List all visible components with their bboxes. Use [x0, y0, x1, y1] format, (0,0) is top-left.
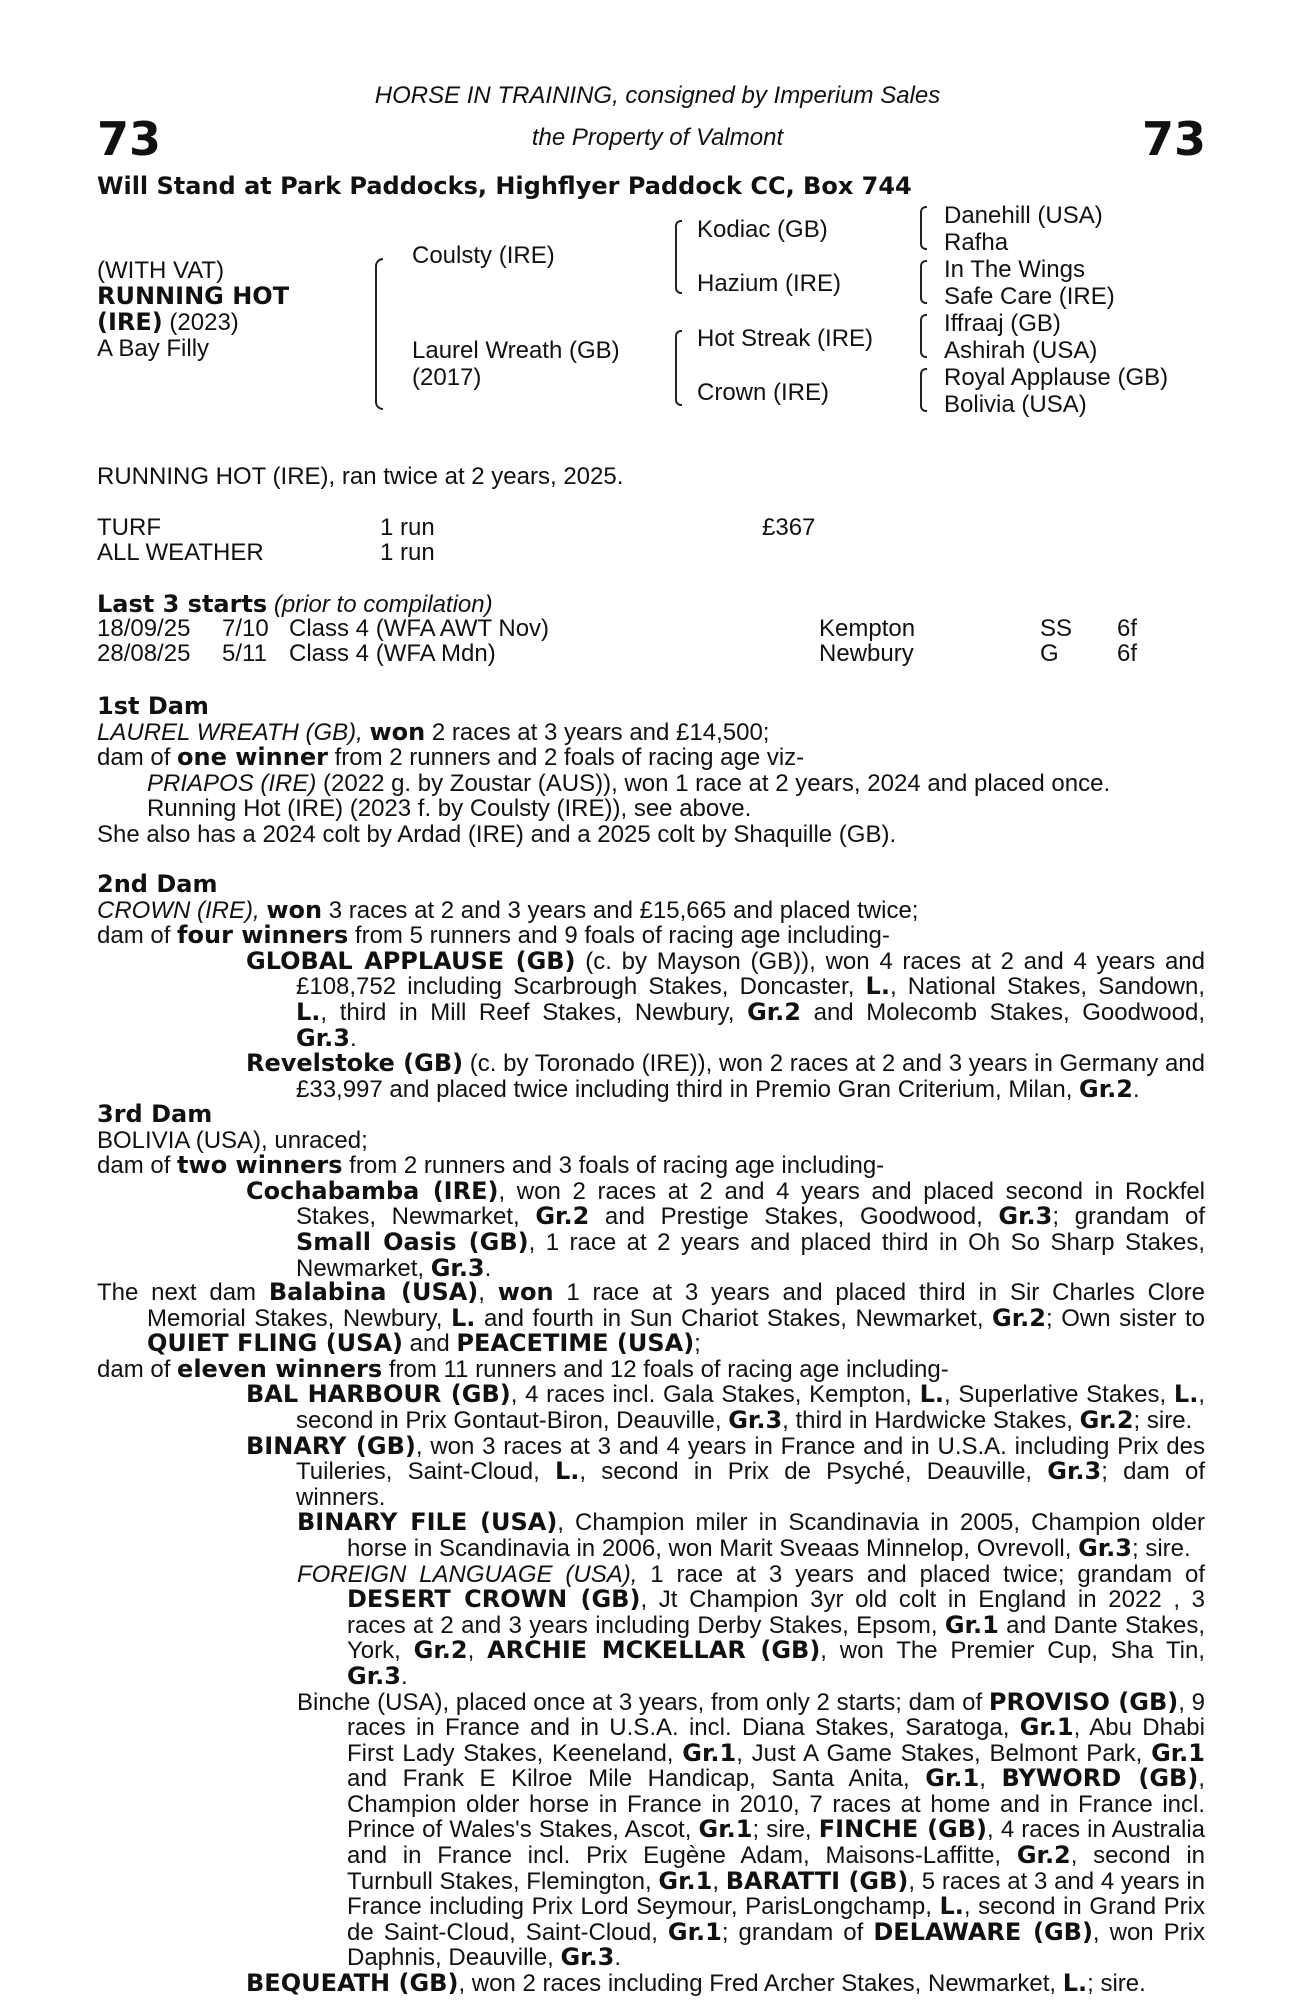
third-dam-progeny-1: Cochabamba (IRE), won 2 races at 2 and 4 years and placed second in Rockfel Stakes, Newmarket, Gr.2 and Prestige Stakes, Goodwood, Gr.3; grandam of Small Oasis (GB), 1 race at 2 years and placed third in Oh So Sharp Stakes, Newmarket, Gr.3.: [246, 1176, 1206, 1282]
start-2-distance: 6f: [1117, 640, 1138, 667]
pedigree-dam-sire: Hot Streak (IRE): [697, 325, 874, 352]
horse-name: RUNNING HOT: [97, 282, 290, 310]
start-2-race: Class 4 (WFA Mdn): [289, 640, 496, 667]
horse-description: A Bay Filly: [97, 335, 210, 362]
pedigree-brace-ds: [920, 314, 927, 358]
lot-number-right: 73: [1142, 112, 1207, 166]
pedigree-dam-dam: Crown (IRE): [697, 379, 830, 406]
start-2-pos: 5/11: [222, 640, 267, 667]
second-dam-line2: dam of four winners from 5 runners and 9 foals of racing age including-: [97, 921, 890, 950]
third-dam-line2: dam of two winners from 2 runners and 3 foals of racing age including-: [97, 1151, 885, 1180]
record-turf-earnings: £367: [762, 514, 816, 541]
pedigree-brace-sd: [920, 260, 927, 304]
racing-summary: RUNNING HOT (IRE), ran twice at 2 years, 2025.: [97, 463, 624, 490]
start-1-pos: 7/10: [222, 615, 269, 642]
pedigree-brace-dd: [920, 368, 927, 412]
start-1-distance: 6f: [1117, 615, 1138, 642]
pedigree-brace-dam: [675, 330, 682, 406]
first-dam-progeny-2: Running Hot (IRE) (2023 f. by Coulsty (IRE)), see above.: [147, 795, 752, 823]
first-dam-progeny-1: PRIAPOS (IRE) (2022 g. by Zoustar (AUS)), won 1 race at 2 years, 2024 and placed once.: [147, 769, 1111, 797]
record-turf-runs: 1 run: [380, 514, 435, 541]
third-dam-line1: BOLIVIA (USA), unraced;: [97, 1126, 368, 1154]
pedigree-sire: Coulsty (IRE): [412, 242, 555, 269]
start-1-race: Class 4 (WFA AWT Nov): [289, 615, 550, 642]
start-2-date: 28/08/25: [97, 640, 191, 667]
second-dam-section: [97, 872, 1205, 1102]
start-2-going: G: [1040, 640, 1059, 667]
first-dam-line2: dam of one winner from 2 runners and 2 foals of racing age viz-: [97, 743, 805, 772]
pedigree-sds: In The Wings: [944, 256, 1085, 283]
third-dam-title: 3rd Dam: [97, 1100, 213, 1128]
next-dam-progeny-binche: Binche (USA), placed once at 3 years, from only 2 starts; dam of PROVISO (GB), 9 races in France and in U.S.A. incl. Diana Stakes, Saratoga, Gr.1, Abu Dhabi First Lady Stakes, Keeneland, Gr.1, Just A Game Stakes, Belmont Park, Gr.1 and Frank E Kilroe Mile Handicap, Santa Anita, Gr.1, BYWORD (GB), Champion older horse in France in 2010, 7 races at home and in France incl. Prince of Wales's Stakes, Ascot, Gr.1; sire, FINCHE (GB), 4 races in Australia and in France incl. Prix Eugène Adam, Maisons-Laffitte, Gr.2, second in Turnbull Stakes, Flemington, Gr.1, BARATTI (GB), 5 races at 3 and 4 years in France including Prix Lord Seymour, ParisLongchamp, L., second in Grand Prix de Saint-Cloud, Saint-Cloud, Gr.1; grandam of DELAWARE (GB), won Prix Daphnis, Deauville, Gr.3.: [297, 1687, 1206, 1972]
record-aw-surface: ALL WEATHER: [97, 539, 264, 566]
start-1-course: Kempton: [819, 615, 916, 642]
record-aw-runs: 1 run: [380, 539, 435, 566]
first-dam-title: 1st Dam: [97, 692, 209, 720]
pedigree-dss: Iffraaj (GB): [944, 310, 1061, 337]
start-1-date: 18/09/25: [97, 615, 191, 642]
pedigree-sdd: Safe Care (IRE): [944, 283, 1115, 310]
horse-country: (IRE): [97, 308, 163, 336]
second-dam-progeny-1: GLOBAL APPLAUSE (GB) (c. by Mayson (GB)), won 4 races at 2 and 4 years and £108,752 including Scarbrough Stakes, Doncaster, L., National Stakes, Sandown, L., third in Mill Reef Stakes, Newbury, Gr.2 and Molecomb Stakes, Goodwood, Gr.3.: [246, 946, 1206, 1052]
property-line: the Property of Valmont: [531, 124, 784, 151]
next-dam-progeny-foreign-language: FOREIGN LANGUAGE (USA), 1 race at 3 years and placed twice; grandam of DESERT CROWN (GB), Jt Champion 3yr old colt in England in 2022 , 3 races at 2 and 3 years including Derby Stakes, Epsom, Gr.1 and Dante Stakes, York, Gr.2, ARCHIE MCKELLAR (GB), won The Premier Cup, Sha Tin, Gr.3.: [297, 1560, 1206, 1690]
next-dam-section: [97, 1280, 1205, 1997]
record-turf-surface: TURF: [97, 514, 161, 541]
horse-year: (2023): [162, 309, 239, 336]
lot-number-left: 73: [97, 112, 162, 166]
last-starts-title: Last 3 starts: [97, 590, 268, 618]
first-dam-foals: She also has a 2024 colt by Ardad (IRE) and a 2025 colt by Shaquille (GB).: [97, 820, 897, 848]
second-dam-title: 2nd Dam: [97, 870, 218, 898]
pedigree-dsd: Ashirah (USA): [944, 337, 1098, 364]
first-dam-line1: LAUREL WREATH (GB), won 2 races at 3 years and £14,500;: [97, 717, 770, 746]
start-2-course: Newbury: [819, 640, 914, 667]
pedigree-brace-ss: [920, 206, 927, 250]
first-dam-section: [97, 694, 1205, 848]
next-dam-progeny-binary: BINARY (GB), won 3 races at 3 and 4 years in France and in U.S.A. including Prix des Tuileries, Saint-Cloud, L., second in Prix de Psyché, Deauville, Gr.3; dam of winners.: [246, 1431, 1206, 1511]
next-dam-intro: The next dam Balabina (USA), won 1 race at 3 years and placed third in Sir Charles Clore Memorial Stakes, Newbury, L. and fourth in Sun Chariot Stakes, Newmarket, Gr.2; Own sister to QUIET FLING (USA) and PEACETIME (USA);: [97, 1278, 1206, 1358]
consignment-line: HORSE IN TRAINING, consigned by Imperium Sales: [374, 82, 941, 109]
second-dam-progeny-2: Revelstoke (GB) (c. by Toronado (IRE)), won 2 races at 2 and 3 years in Germany and £33,997 and placed twice including third in Premio Gran Criterium, Milan, Gr.2.: [246, 1049, 1205, 1103]
pedigree-brace-sire: [675, 220, 682, 294]
next-dam-progeny-binary-file: BINARY FILE (USA), Champion miler in Scandinavia in 2005, Champion older horse in Scandinavia in 2006, won Marit Sveaas Minnelop, Ovrevoll, Gr.3; sire.: [297, 1508, 1205, 1562]
pedigree-sire-sire: Kodiac (GB): [697, 216, 828, 243]
pedigree-brace-1: [375, 258, 383, 410]
next-dam-progeny-bal-harbour: BAL HARBOUR (GB), 4 races incl. Gala Stakes, Kempton, L., Superlative Stakes, L., second in Prix Gontaut-Biron, Deauville, Gr.3, third in Hardwicke Stakes, Gr.2; sire.: [246, 1380, 1205, 1434]
pedigree-dam-year: (2017): [412, 364, 482, 391]
pedigree-dds: Royal Applause (GB): [944, 364, 1169, 391]
second-dam-line1: CROWN (IRE), won 3 races at 2 and 3 years and £15,665 and placed twice;: [97, 895, 919, 924]
vat-note: (WITH VAT): [97, 257, 225, 284]
pedigree-dam: Laurel Wreath (GB): [412, 337, 620, 364]
third-dam-section: [97, 1102, 1205, 1281]
pedigree-ddd: Bolivia (USA): [944, 391, 1087, 418]
horse-name-suffix: [97, 308, 239, 337]
pedigree-sss: Danehill (USA): [944, 202, 1103, 229]
pedigree-sire-dam: Hazium (IRE): [697, 270, 842, 297]
start-1-going: SS: [1040, 615, 1073, 642]
last-starts-note: (prior to compilation): [267, 591, 493, 618]
stand-location: Will Stand at Park Paddocks, Highflyer Paddock CC, Box 744: [97, 172, 912, 200]
pedigree-ssd: Rafha: [944, 229, 1009, 256]
next-dam-progeny-bequeath: BEQUEATH (GB), won 2 races including Fred Archer Stakes, Newmarket, L.; sire.: [246, 1969, 1146, 1998]
next-dam-winners: dam of eleven winners from 11 runners and 12 foals of racing age including-: [97, 1354, 949, 1383]
